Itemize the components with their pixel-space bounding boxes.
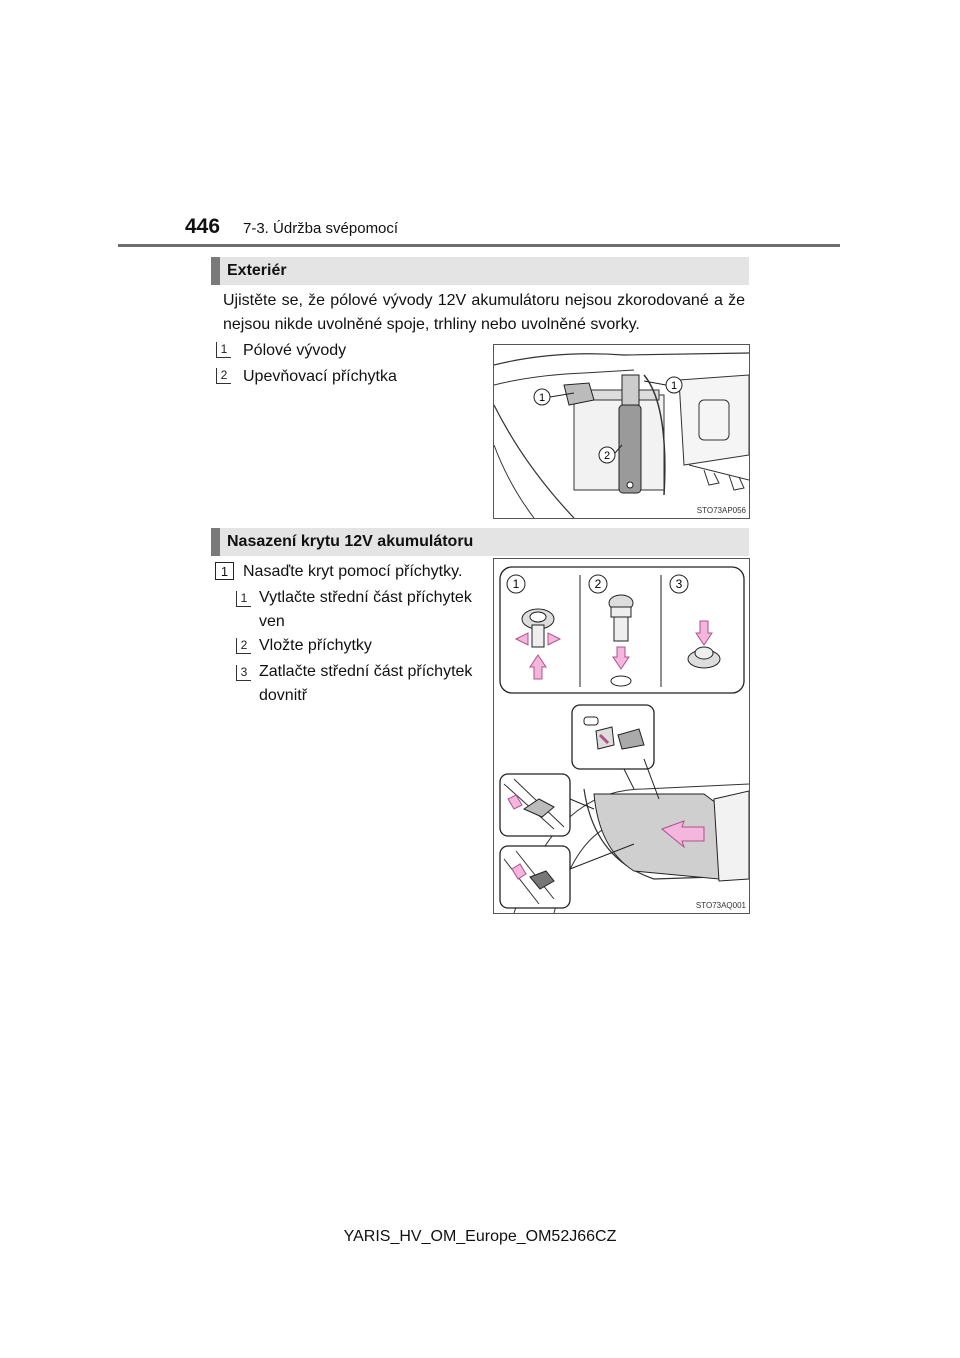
sub-item-label: Zatlačte střední část příchytek dovnitř [259, 663, 473, 704]
item-label: Upevňovací příchytka [243, 368, 397, 385]
exterior-paragraph: Ujistěte se, že pólové vývody 12V akumulátoru nejsou zkorodované a že nejsou nikde uvolněné spoje, trhliny nebo uvolněné svorky. [223, 292, 745, 333]
section-heading-cover [211, 528, 749, 556]
panel-label-3: 3 [675, 577, 683, 591]
page-number: 446 [185, 215, 221, 238]
figure-code: STO73AP056 [696, 506, 746, 515]
battery-illustration-drawing [494, 345, 749, 518]
item-number-badge: 2 [216, 368, 231, 384]
sub-item-label: Vložte příchytky [259, 637, 372, 654]
cover-clips-illustration [493, 558, 750, 914]
step-text: Nasaďte kryt pomocí příchytky. [243, 563, 463, 580]
callout-1: 1 [538, 392, 546, 404]
figure-code: STO73AQ001 [695, 901, 746, 910]
footer-document-id: YARIS_HV_OM_Europe_OM52J66CZ [343, 1228, 617, 1245]
section-heading-text: Exteriér [227, 262, 287, 279]
section-heading-text: Nasazení krytu 12V akumulátoru [227, 533, 474, 550]
header-rule [118, 244, 840, 247]
sub-item-label: Vytlačte střední část příchytek ven [259, 589, 472, 630]
step-number-badge: 1 [215, 562, 234, 580]
panel-label-2: 2 [594, 577, 602, 591]
battery-terminals-illustration [493, 344, 750, 519]
sub-item-number-badge: 2 [236, 638, 251, 654]
item-label: Pólové vývody [243, 342, 347, 359]
section-reference: 7-3. Údržba svépomocí [243, 220, 399, 237]
section-heading-exterior [211, 257, 749, 285]
cover-illustration-drawing [494, 559, 749, 913]
callout-1b: 1 [670, 380, 678, 392]
sub-item-number-badge: 1 [236, 591, 251, 607]
item-number-badge: 1 [216, 342, 231, 358]
callout-2: 2 [603, 450, 611, 462]
sub-item-number-badge: 3 [236, 665, 251, 681]
panel-label-1: 1 [512, 577, 520, 591]
